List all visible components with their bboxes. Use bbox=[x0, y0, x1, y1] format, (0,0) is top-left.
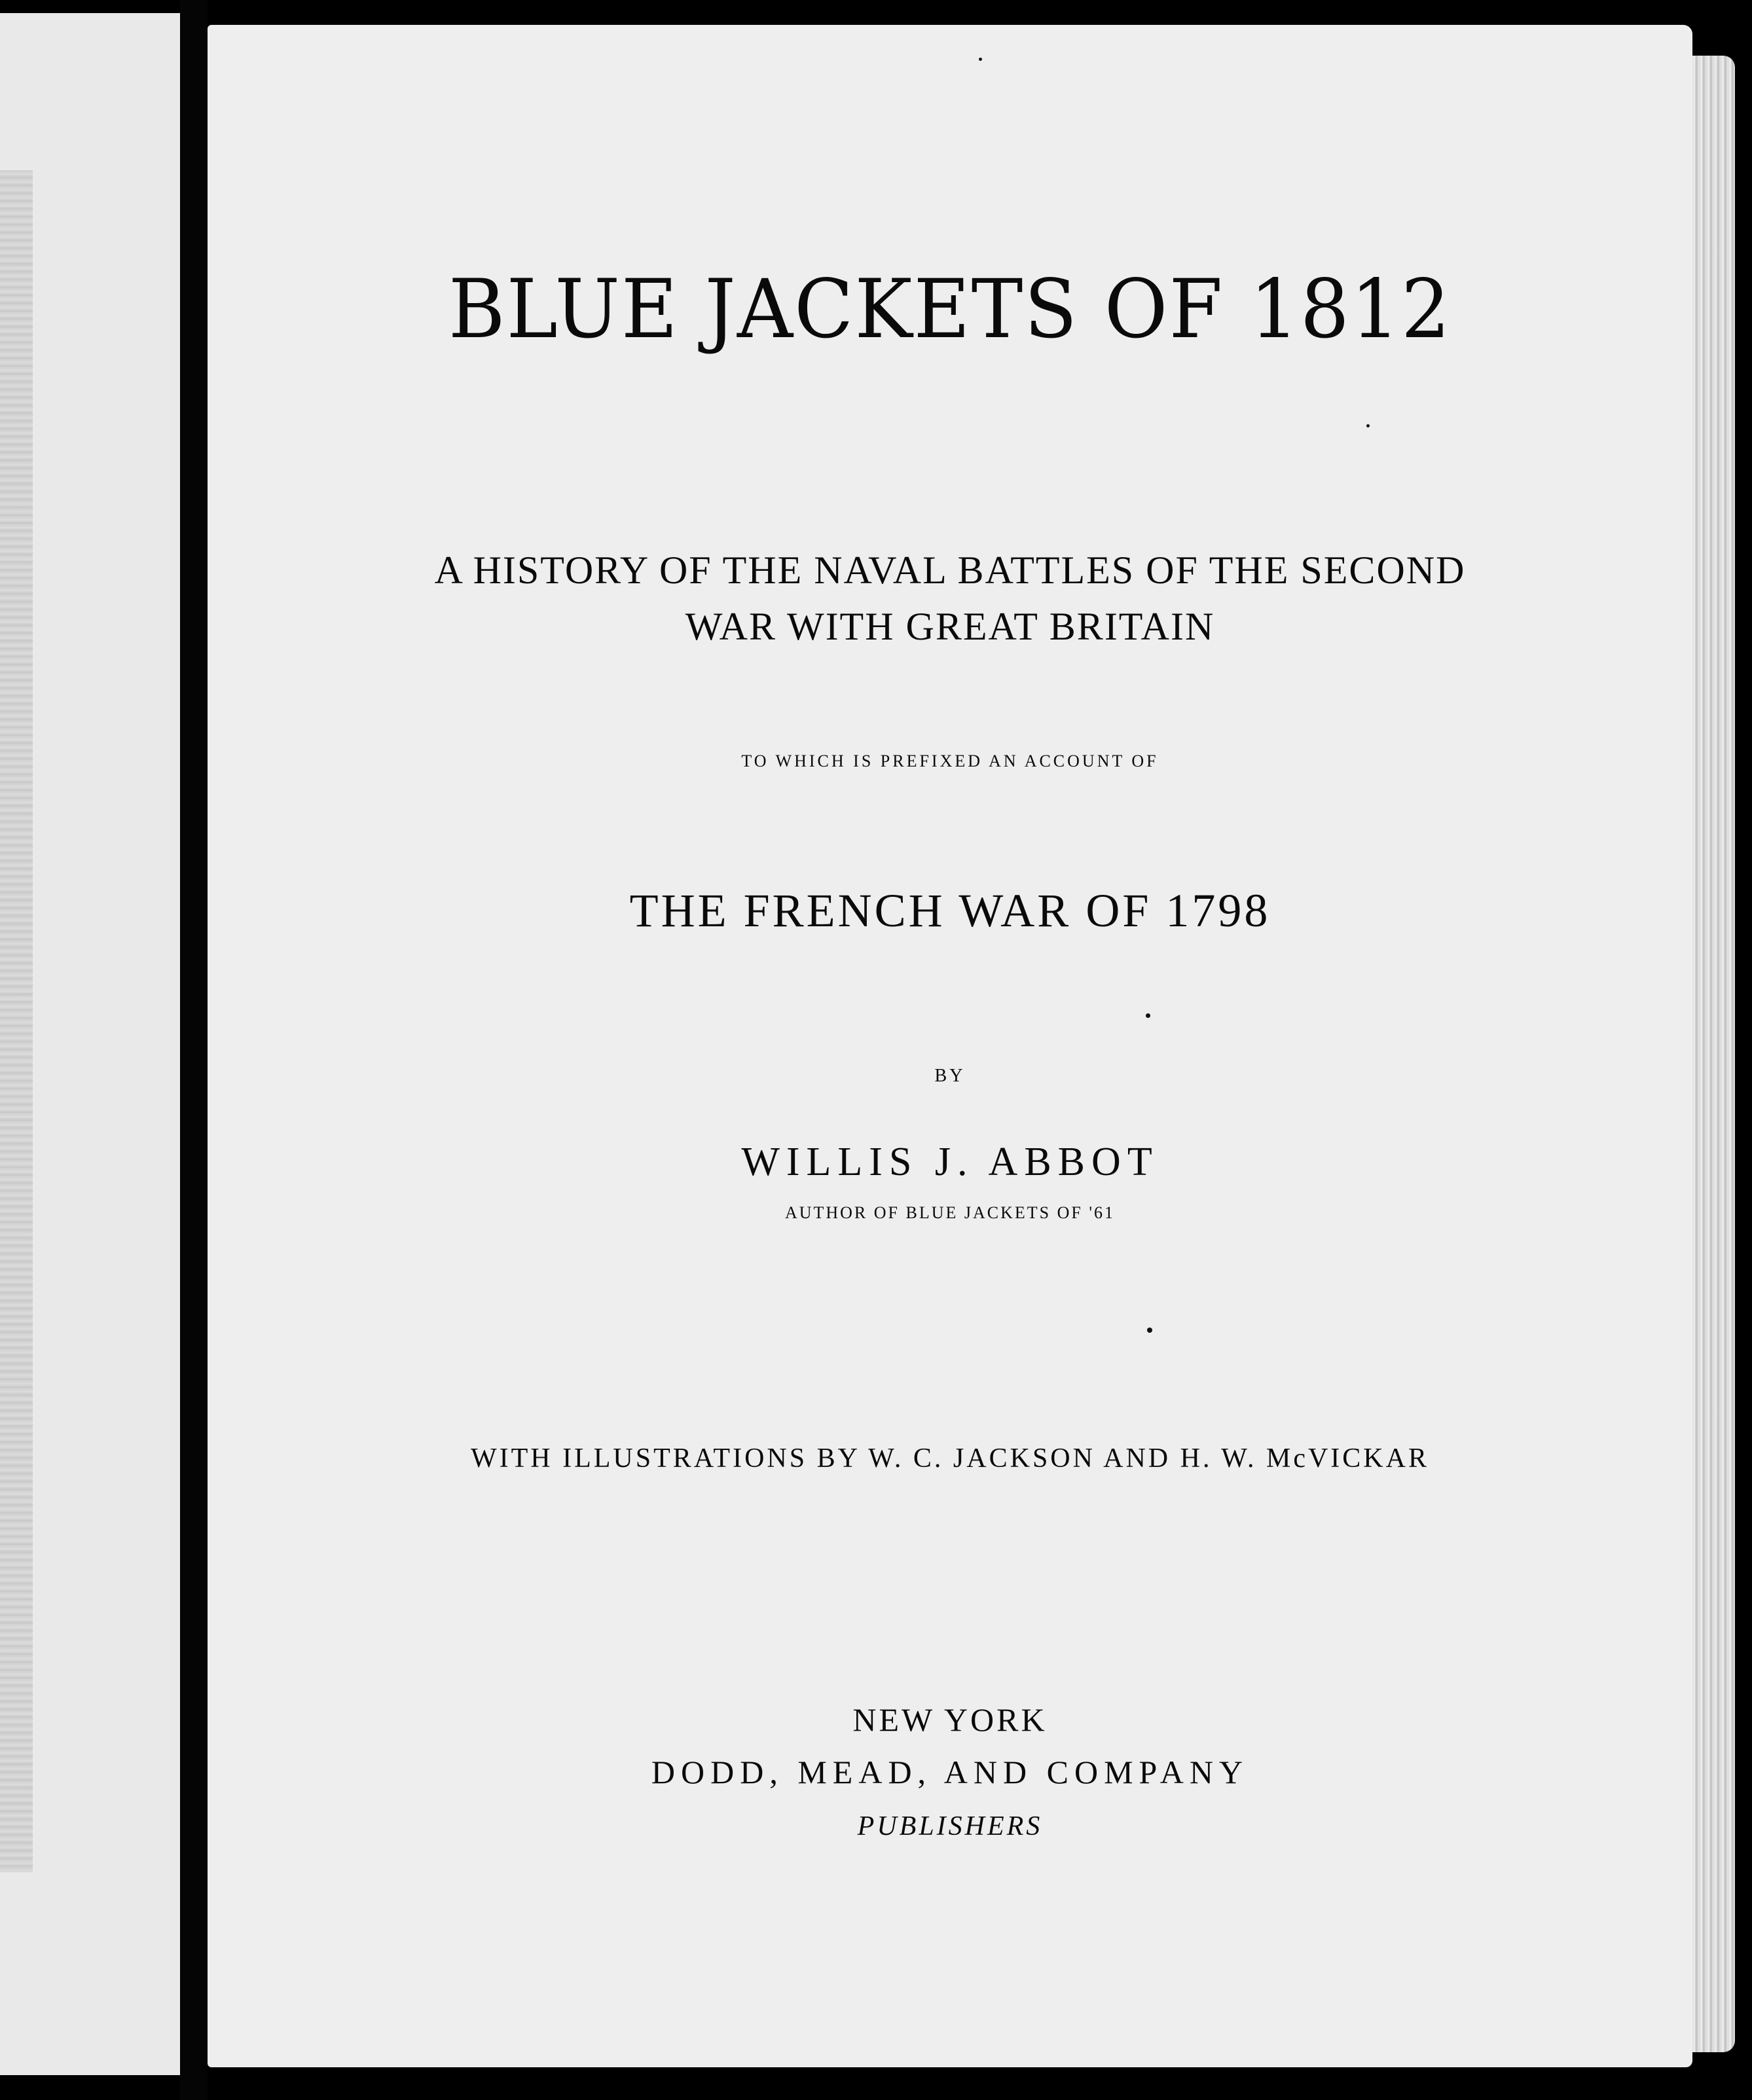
publisher-city: NEW YORK bbox=[852, 1701, 1048, 1738]
left-facing-page bbox=[0, 13, 184, 2075]
paper-speck bbox=[1366, 424, 1370, 427]
paper-speck bbox=[1146, 1013, 1150, 1018]
title-page bbox=[208, 25, 1692, 2067]
paper-speck bbox=[979, 58, 982, 61]
publishers-label: PUBLISHERS bbox=[857, 1811, 1043, 1841]
paper-speck bbox=[1147, 1328, 1152, 1333]
publisher-name: DODD, MEAD, AND COMPANY bbox=[651, 1754, 1249, 1790]
second-title: THE FRENCH WAR OF 1798 bbox=[629, 884, 1271, 937]
by-label: BY bbox=[934, 1066, 966, 1086]
book-subtitle bbox=[208, 542, 1692, 655]
subtitle-line-2: WAR WITH GREAT BRITAIN bbox=[685, 605, 1215, 648]
author-note: AUTHOR OF BLUE JACKETS OF '61 bbox=[784, 1203, 1116, 1222]
author-name: WILLIS J. ABBOT bbox=[741, 1140, 1159, 1184]
subtitle-line-1: A HISTORY OF THE NAVAL BATTLES OF THE SECOND bbox=[434, 549, 1466, 592]
book-gutter bbox=[180, 0, 208, 2100]
prefixed-note: TO WHICH IS PREFIXED AN ACCOUNT OF bbox=[741, 751, 1159, 770]
left-page-plate-edge bbox=[0, 170, 33, 1872]
illustrations-credit: WITH ILLUSTRATIONS BY W. C. JACKSON AND H. W. McVICKAR bbox=[470, 1443, 1429, 1474]
book-title: BLUE JACKETS OF 1812 bbox=[448, 261, 1452, 357]
